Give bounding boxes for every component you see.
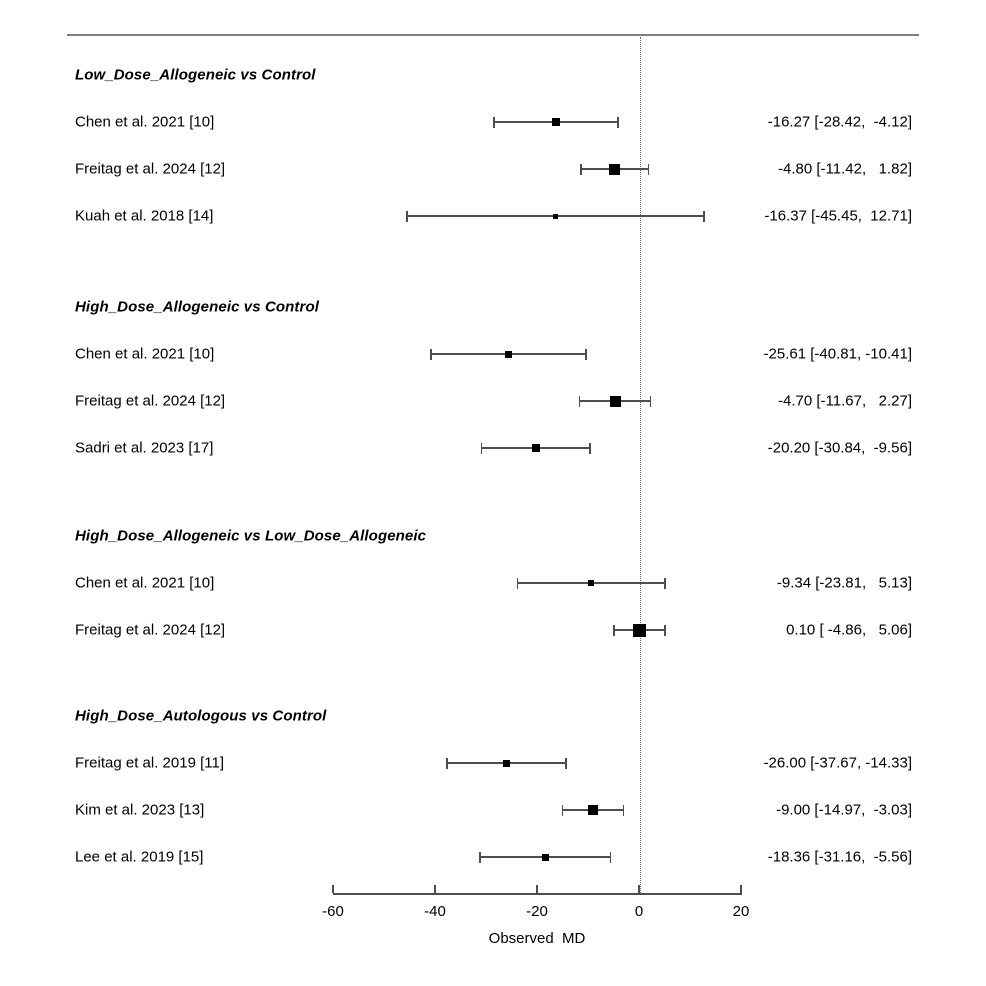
ci-cap-left bbox=[613, 625, 615, 636]
study-label: Chen et al. 2021 [10] bbox=[75, 574, 215, 592]
ci-cap-right bbox=[623, 805, 625, 816]
ci-cap-right bbox=[664, 625, 666, 636]
effect-marker bbox=[609, 164, 620, 175]
effect-marker bbox=[552, 118, 560, 126]
study-label: Kim et al. 2023 [13] bbox=[75, 801, 205, 819]
study-label: Freitag et al. 2019 [11] bbox=[75, 754, 224, 772]
ci-cap-right bbox=[703, 211, 705, 222]
group-header: High_Dose_Allogeneic vs Low_Dose_Allogeneic bbox=[75, 527, 427, 545]
zero-reference-line bbox=[640, 37, 641, 893]
estimate-annotation: -4.80 [-11.42, 1.82] bbox=[778, 160, 912, 178]
ci-cap-right bbox=[617, 117, 619, 128]
x-axis-title: Observed MD bbox=[488, 930, 586, 947]
estimate-annotation: 0.10 [ -4.86, 5.06] bbox=[786, 621, 912, 639]
study-label: Freitag et al. 2024 [12] bbox=[75, 160, 226, 178]
study-label: Sadri et al. 2023 [17] bbox=[75, 439, 214, 457]
effect-marker bbox=[588, 805, 598, 815]
axis-tick-label: -60 bbox=[322, 903, 344, 920]
top-rule bbox=[67, 34, 919, 36]
group-header: High_Dose_Allogeneic vs Control bbox=[75, 298, 319, 316]
ci-cap-left bbox=[406, 211, 408, 222]
group-header: High_Dose_Autologous vs Control bbox=[75, 707, 327, 725]
estimate-annotation: -18.36 [-31.16, -5.56] bbox=[767, 848, 912, 866]
effect-marker bbox=[633, 624, 646, 637]
effect-marker bbox=[553, 214, 558, 219]
ci-cap-left bbox=[446, 758, 448, 769]
estimate-annotation: -9.00 [-14.97, -3.03] bbox=[776, 801, 912, 819]
estimate-annotation: -16.27 [-28.42, -4.12] bbox=[767, 113, 912, 131]
x-axis-line bbox=[333, 893, 742, 895]
ci-cap-right bbox=[610, 852, 612, 863]
ci-cap-right bbox=[664, 578, 666, 589]
estimate-annotation: -26.00 [-37.67, -14.33] bbox=[763, 754, 912, 772]
ci-cap-left bbox=[493, 117, 495, 128]
axis-tick bbox=[638, 885, 640, 893]
effect-marker bbox=[503, 760, 510, 767]
axis-tick-label: -40 bbox=[424, 903, 446, 920]
ci-cap-left bbox=[479, 852, 481, 863]
ci-cap-right bbox=[565, 758, 567, 769]
ci-cap-right bbox=[585, 349, 587, 360]
estimate-annotation: -4.70 [-11.67, 2.27] bbox=[778, 392, 912, 410]
ci-cap-left bbox=[562, 805, 564, 816]
group-header: Low_Dose_Allogeneic vs Control bbox=[75, 66, 316, 84]
axis-tick bbox=[434, 885, 436, 893]
axis-tick bbox=[536, 885, 538, 893]
effect-marker bbox=[505, 351, 512, 358]
axis-tick bbox=[332, 885, 334, 893]
axis-tick-label: 0 bbox=[634, 903, 644, 920]
estimate-annotation: -9.34 [-23.81, 5.13] bbox=[776, 574, 912, 592]
axis-tick-label: 20 bbox=[732, 903, 750, 920]
estimate-annotation: -25.61 [-40.81, -10.41] bbox=[763, 345, 912, 363]
ci-cap-left bbox=[481, 443, 483, 454]
study-label: Chen et al. 2021 [10] bbox=[75, 113, 215, 131]
ci-cap-left bbox=[430, 349, 432, 360]
ci-cap-right bbox=[648, 164, 650, 175]
effect-marker bbox=[588, 580, 594, 586]
ci-cap-left bbox=[517, 578, 519, 589]
study-label: Freitag et al. 2024 [12] bbox=[75, 392, 226, 410]
ci-cap-left bbox=[579, 396, 581, 407]
study-label: Freitag et al. 2024 [12] bbox=[75, 621, 226, 639]
ci-cap-right bbox=[650, 396, 652, 407]
effect-marker bbox=[610, 396, 621, 407]
estimate-annotation: -16.37 [-45.45, 12.71] bbox=[764, 207, 912, 225]
effect-marker bbox=[532, 444, 540, 452]
ci-cap-left bbox=[580, 164, 582, 175]
axis-tick-label: -20 bbox=[526, 903, 548, 920]
study-label: Kuah et al. 2018 [14] bbox=[75, 207, 214, 225]
estimate-annotation: -20.20 [-30.84, -9.56] bbox=[767, 439, 912, 457]
study-label: Chen et al. 2021 [10] bbox=[75, 345, 215, 363]
axis-tick bbox=[740, 885, 742, 893]
study-label: Lee et al. 2019 [15] bbox=[75, 848, 204, 866]
ci-cap-right bbox=[589, 443, 591, 454]
effect-marker bbox=[542, 854, 549, 861]
